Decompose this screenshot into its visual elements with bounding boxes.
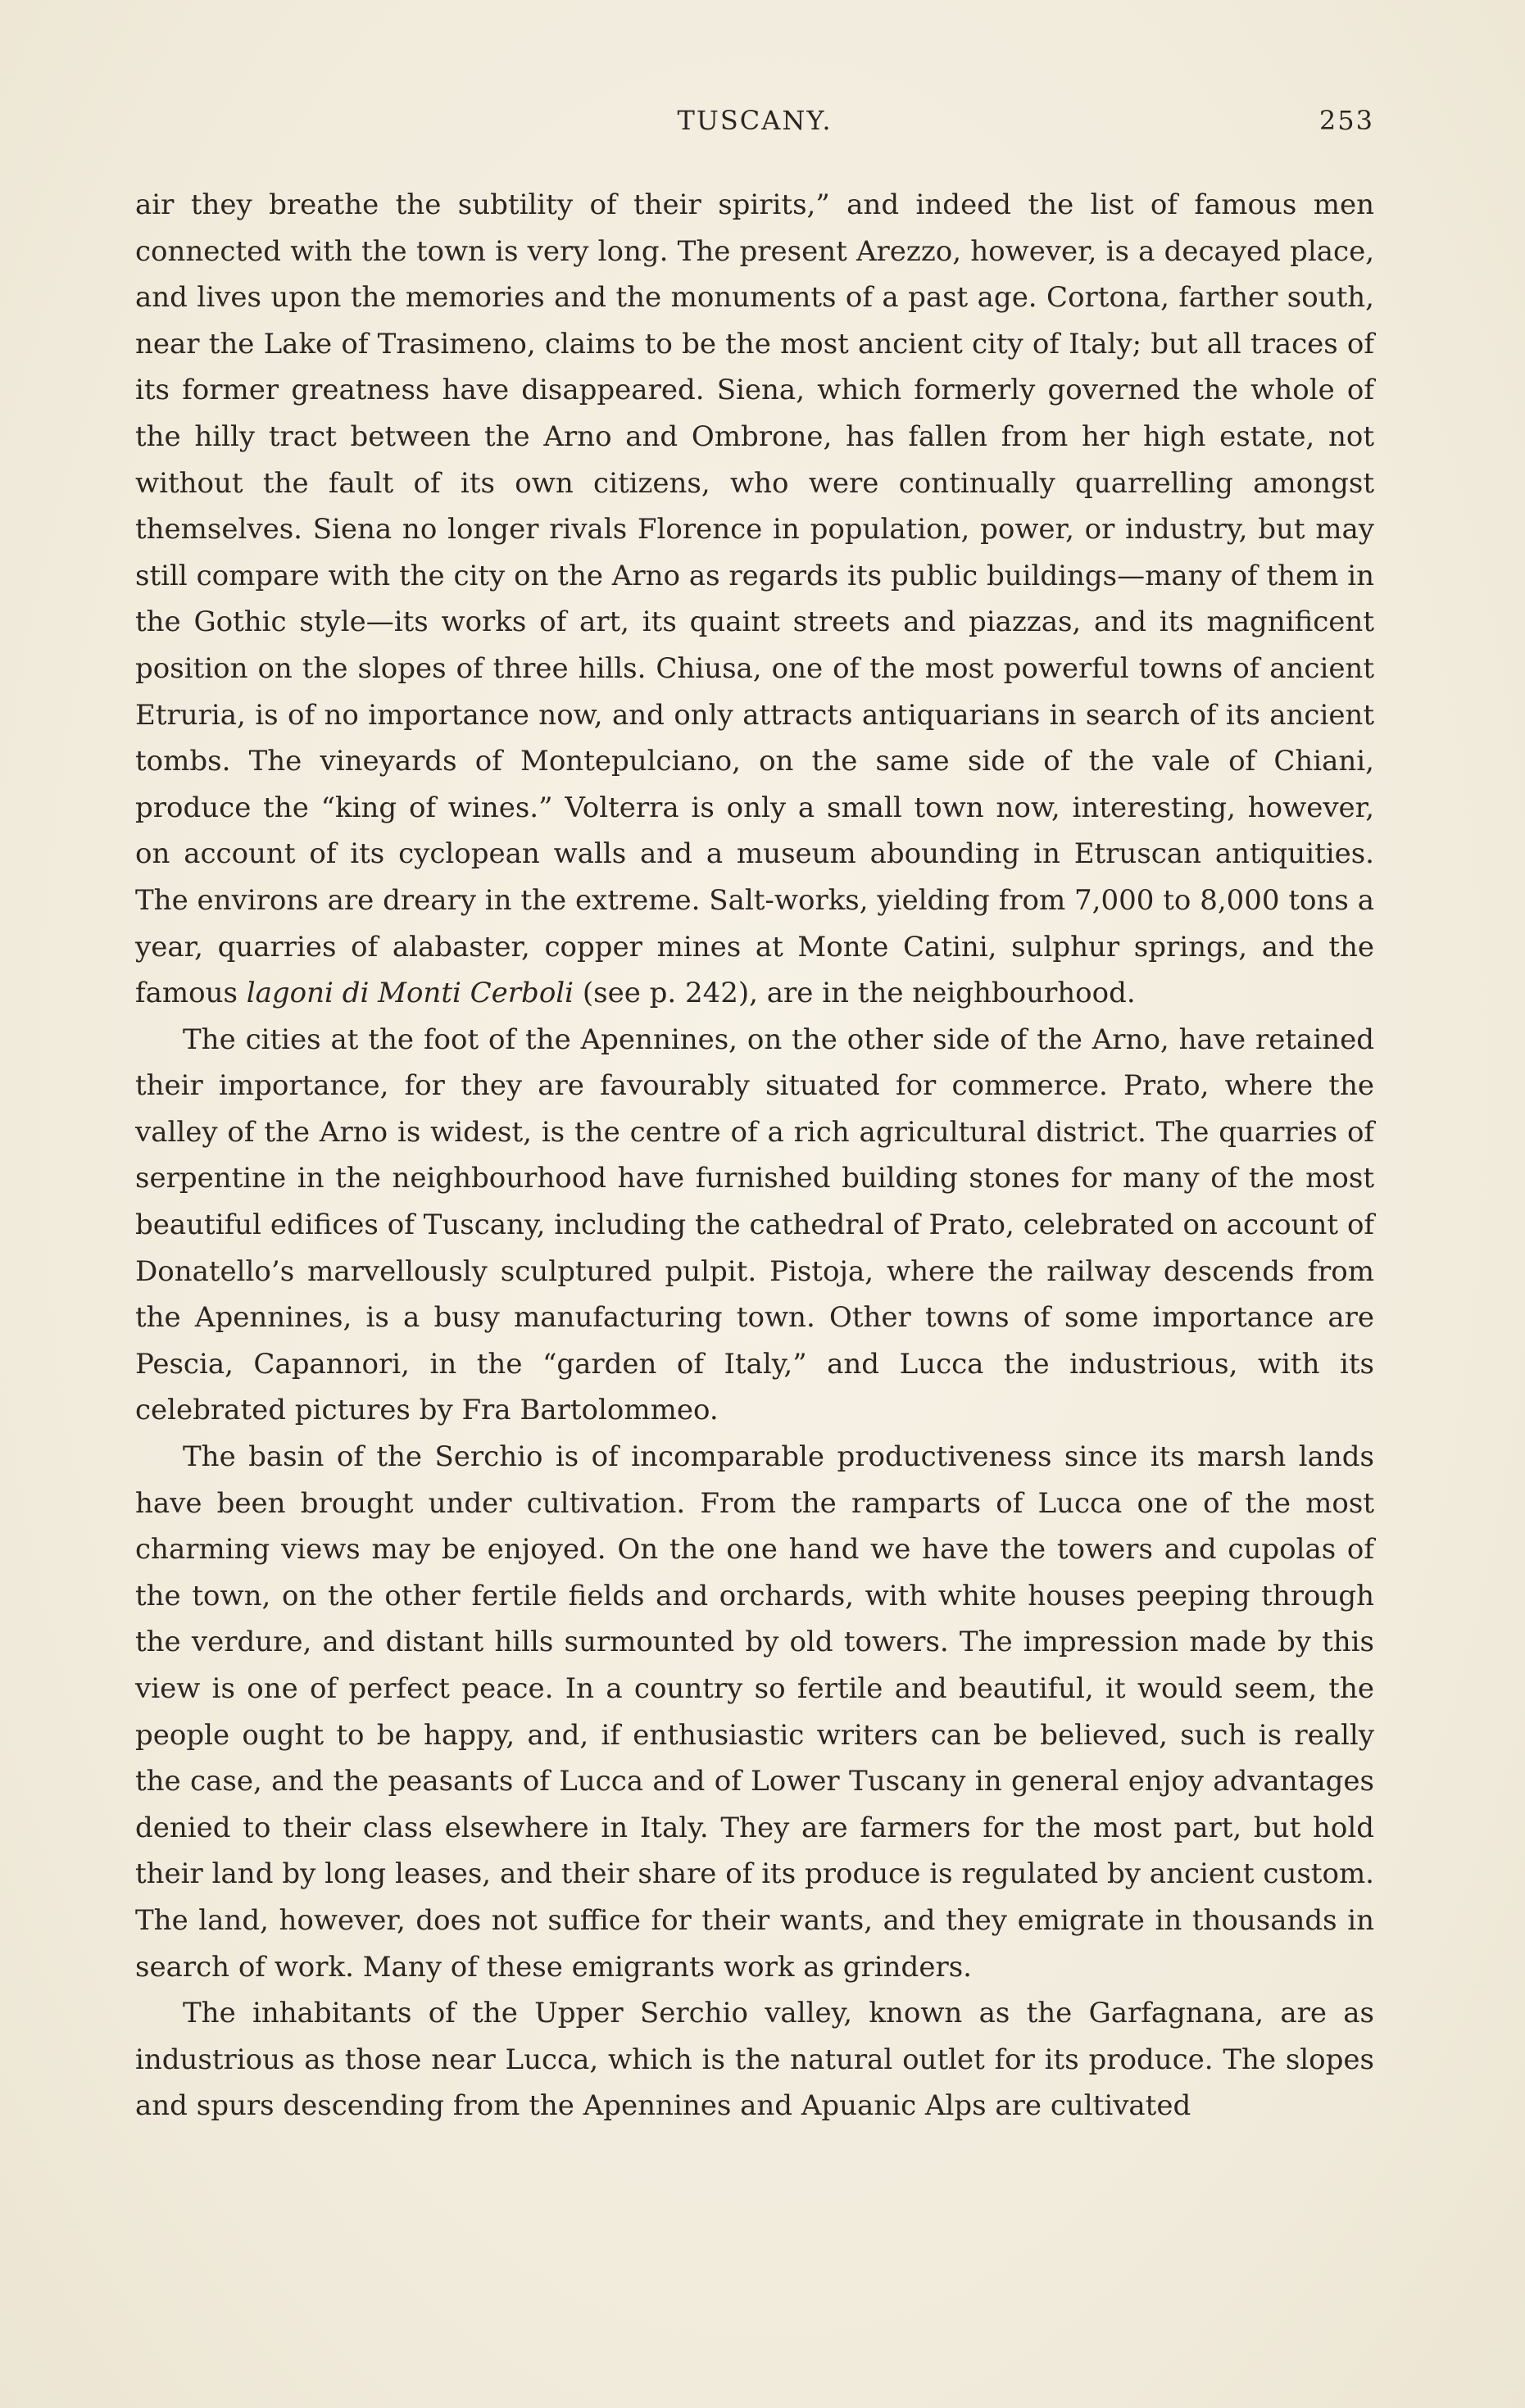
paragraph-1-text: air they breathe the subtility of their spirits,” and indeed the list of famous men connected with the town is very long. The present Arezzo, however, is a decayed place, and lives upon the memories and the monuments of a past age. Cortona, farther south, near the Lake of Trasimeno, claims to be the most ancient city of Italy; but all traces of its former greatness have disappeared. Siena, which formerly governed the whole of the hilly tract between the Arno and Ombrone, has fallen from her high estate, not without the fault of its own citizens, who were continually quarrelling amongst themselves. Siena no longer rivals Florence in population, power, or industry, but may still compare with the city on the Arno as regards its public buildings—many of them in the Gothic style—its works of art, its quaint streets and piazzas, and its magnificent position on the slopes of three hills. Chiusa, one of the most powerful towns of ancient Etruria, is of no importance now, and only attracts antiquarians in search of its ancient tombs. The vineyards of Montepulciano, on the same side of the vale of Chiani, produce the “king of wines.” Volterra is only a small town now, interesting, however, on account of its cyclopean walls and a museum abounding in Etruscan antiquities. The environs are dreary in the extreme. Salt-works, yielding from 7,000 to 8,000 tons a year, quarries of alabaster, copper mines at Monte Catini, sulphur springs, and the famous — [135, 188, 1374, 1010]
running-head — [135, 105, 1374, 141]
paragraph-2: The cities at the foot of the Apennines, on the other side of the Arno, have retained their importance, for they are favourably situated for commerce. Prato, where the valley of the Arno is widest, is the centre of a rich agricultural district. The quarries of serpentine in the neighbourhood have furnished building stones for many of the most beautiful edifices of Tuscany, including the cathedral of Prato, celebrated on account of Donatello’s marvellously sculptured pulpit. Pistoja, where the railway descends from the Apennines, is a busy manufacturing town. Other towns of some importance are Pescia, Capannori, in the “garden of Italy,” and Lucca the industrious, with its celebrated pictures by Fra Bartolommeo. — [135, 1023, 1374, 1427]
running-title: TUSCANY. — [677, 105, 833, 136]
paragraph-1-ending: (see p. 242), are in the neighbourhood. — [582, 977, 1136, 1010]
paragraph-1 — [135, 182, 1374, 1017]
body-text — [135, 182, 1374, 2129]
italic-place-name: lagoni di Monti Cerboli — [246, 977, 574, 1010]
paragraph-4: The inhabitants of the Upper Serchio valley, known as the Garfagnana, are as industrious as those near Lucca, which is the natural outlet for its produce. The slopes and spurs descending from the Apennines and Apuanic Alps are cultivated — [135, 1997, 1374, 2123]
paragraph-3: The basin of the Serchio is of incomparable productiveness since its marsh lands have been brought under cultivation. From the ramparts of Lucca one of the most charming views may be enjoyed. On the one hand we have the towers and cupolas of the town, on the other fertile fields and orchards, with white houses peeping through the verdure, and distant hills surmounted by old towers. The impression made by this view is one of perfect peace. In a country so fertile and beautiful, it would seem, the people ought to be happy, and, if enthusiastic writers can be believed, such is really the case, and the peasants of Lucca and of Lower Tuscany in general enjoy advantages denied to their class elsewhere in Italy. They are farmers for the most part, but hold their land by long leases, and their share of its produce is regulated by ancient custom. The land, however, does not suffice for their wants, and they emigrate in thousands in search of work. Many of these emigrants work as grinders. — [135, 1440, 1374, 1984]
page-number: 253 — [1318, 105, 1374, 136]
